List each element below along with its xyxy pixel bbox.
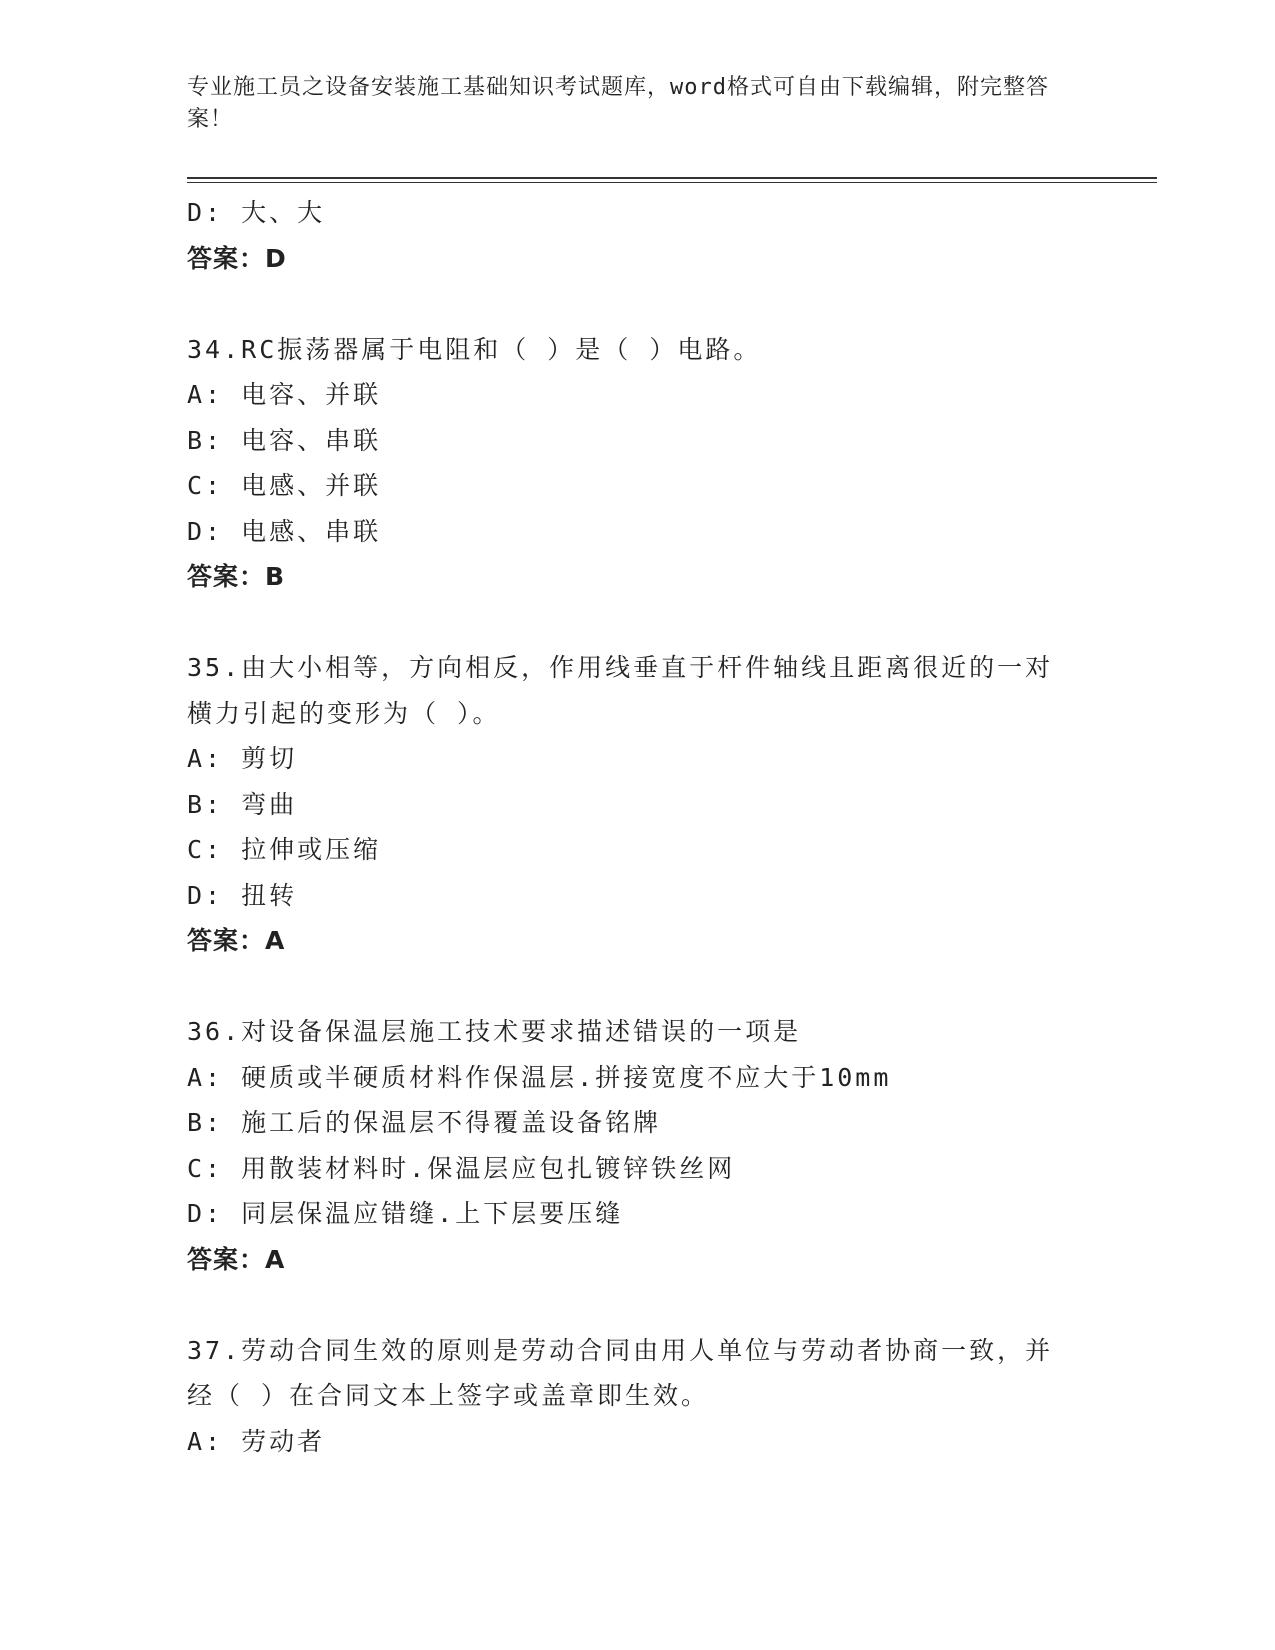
option-a: A: 劳动者: [187, 1426, 326, 1456]
answer: 答案：B: [187, 562, 286, 591]
question-35: [187, 645, 1087, 964]
question-stem: 34.RC振荡器属于电阻和（ ）是（ ）电路。: [187, 334, 762, 364]
option-a: A: 硬质或半硬质材料作保温层.拼接宽度不应大于10mm: [187, 1062, 892, 1092]
option-b: B: 施工后的保温层不得覆盖设备铭牌: [187, 1108, 662, 1137]
option-c: C: 用散装材料时.保温层应包扎镀锌铁丝网: [187, 1153, 736, 1183]
option-b: B: 电容、串联: [187, 425, 382, 455]
option-d: D: 扭转: [187, 880, 298, 910]
header-rule-thin: [187, 182, 1157, 183]
document-page: [187, 0, 1157, 1650]
spacer: [187, 1282, 1087, 1328]
spacer: [187, 281, 1087, 327]
option-d: D: 电感、串联: [187, 516, 382, 546]
question-36: [187, 1009, 1087, 1282]
question-37: [187, 1328, 1087, 1465]
question-stem: 35.由大小相等，方向相反，作用线垂直于杆件轴线且距离很近的一对横力引起的变形为（ ）。: [187, 653, 1054, 728]
option-a: A: 电容、并联: [187, 380, 382, 409]
option-b: B: 弯曲: [187, 789, 298, 819]
prev-answer: 答案：D: [187, 243, 287, 273]
answer: 答案：A: [187, 1244, 286, 1274]
option-a: A: 剪切: [187, 744, 298, 773]
question-34: [187, 327, 1087, 600]
question-stem: 36.对设备保温层施工技术要求描述错误的一项是: [187, 1017, 802, 1046]
option-c: C: 电感、并联: [187, 471, 382, 500]
header-rule-thick: [187, 177, 1157, 179]
spacer: [187, 600, 1087, 646]
spacer: [187, 964, 1087, 1010]
answer: 答案：A: [187, 926, 286, 955]
page-header: 专业施工员之设备安装施工基础知识考试题库，word格式可自由下载编辑，附完整答案！: [187, 75, 1049, 132]
prev-option-d: D: 大、大: [187, 198, 326, 227]
option-c: C: 拉伸或压缩: [187, 835, 382, 864]
question-list: [187, 190, 1087, 1464]
question-stem: 37.劳动合同生效的原则是劳动合同由用人单位与劳动者协商一致，并经（ ）在合同文本上签字或盖章即生效。: [187, 1335, 1054, 1410]
option-d: D: 同层保温应错缝.上下层要压缝: [187, 1199, 624, 1228]
